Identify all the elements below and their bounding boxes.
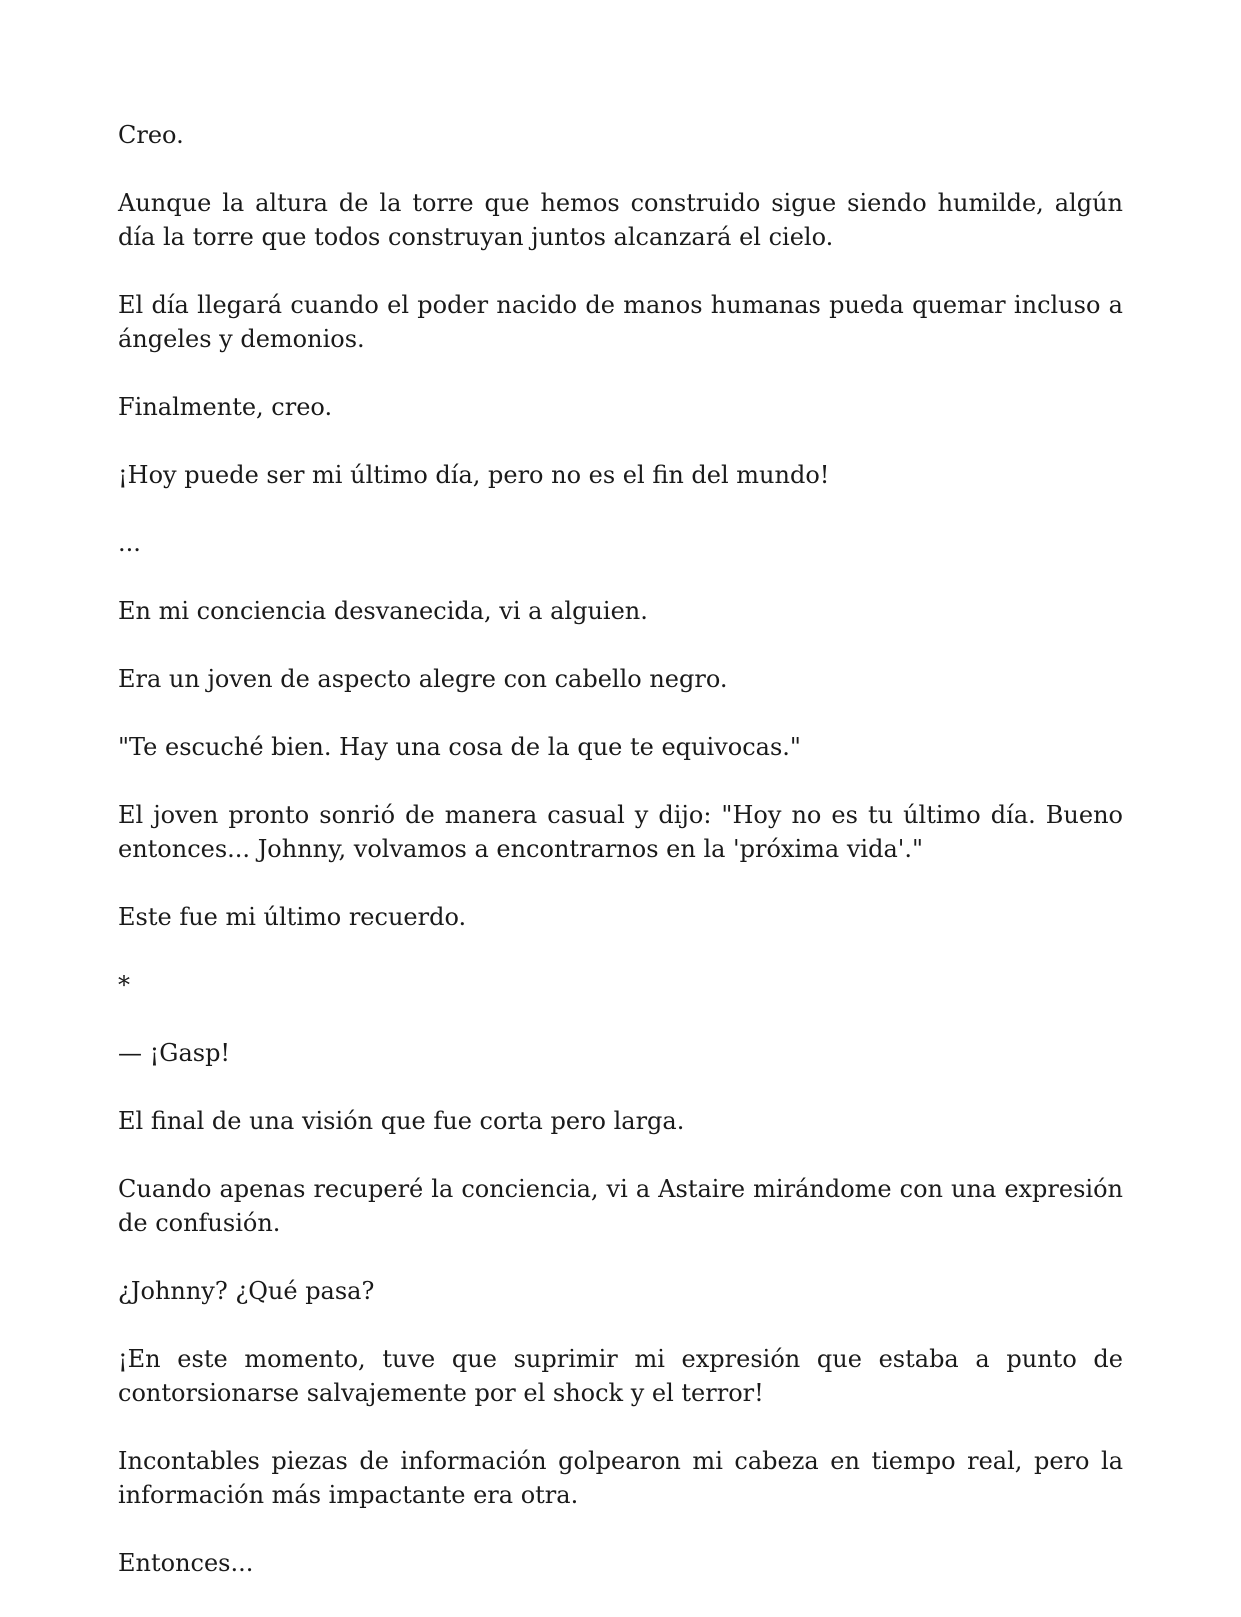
paragraph: Este fue mi último recuerdo.: [118, 903, 467, 931]
paragraph: ¡Hoy puede ser mi último día, pero no es el fin del mundo!: [118, 461, 830, 489]
paragraph: El día llegará cuando el poder nacido de manos humanas pueda quemar incluso a ángeles y demonios.: [118, 291, 1123, 353]
paragraph: ¿Johnny? ¿Qué pasa?: [118, 1277, 375, 1305]
paragraph: El joven pronto sonrió de manera casual y dijo: "Hoy no es tu último día. Bueno entonces... Johnny, volvamos a encontrarnos en la 'próxima vida'.": [118, 801, 1123, 863]
paragraph: El final de una visión que fue corta pero larga.: [118, 1107, 685, 1135]
paragraph: Entonces...: [118, 1549, 254, 1577]
paragraph: ¡En este momento, tuve que suprimir mi expresión que estaba a punto de contorsionarse salvajemente por el shock y el terror!: [118, 1345, 1123, 1407]
paragraph: Incontables piezas de información golpearon mi cabeza en tiempo real, pero la información más impactante era otra.: [118, 1447, 1123, 1509]
paragraph: Cuando apenas recuperé la conciencia, vi a Astaire mirándome con una expresión de confusión.: [118, 1175, 1123, 1237]
paragraph: Era un joven de aspecto alegre con cabello negro.: [118, 665, 728, 693]
scene-break: *: [118, 971, 130, 999]
paragraph: — ¡Gasp!: [118, 1039, 231, 1067]
paragraph: Finalmente, creo.: [118, 393, 333, 421]
paragraph: Aunque la altura de la torre que hemos construido sigue siendo humilde, algún día la torre que todos construyan juntos alcanzará el cielo.: [118, 189, 1123, 251]
paragraph: Creo.: [118, 121, 184, 149]
ellipsis-separator: ...: [118, 529, 141, 557]
document-body: [118, 118, 1123, 1580]
paragraph: En mi conciencia desvanecida, vi a alguien.: [118, 597, 648, 625]
paragraph: "Te escuché bien. Hay una cosa de la que te equivocas.": [118, 733, 801, 761]
